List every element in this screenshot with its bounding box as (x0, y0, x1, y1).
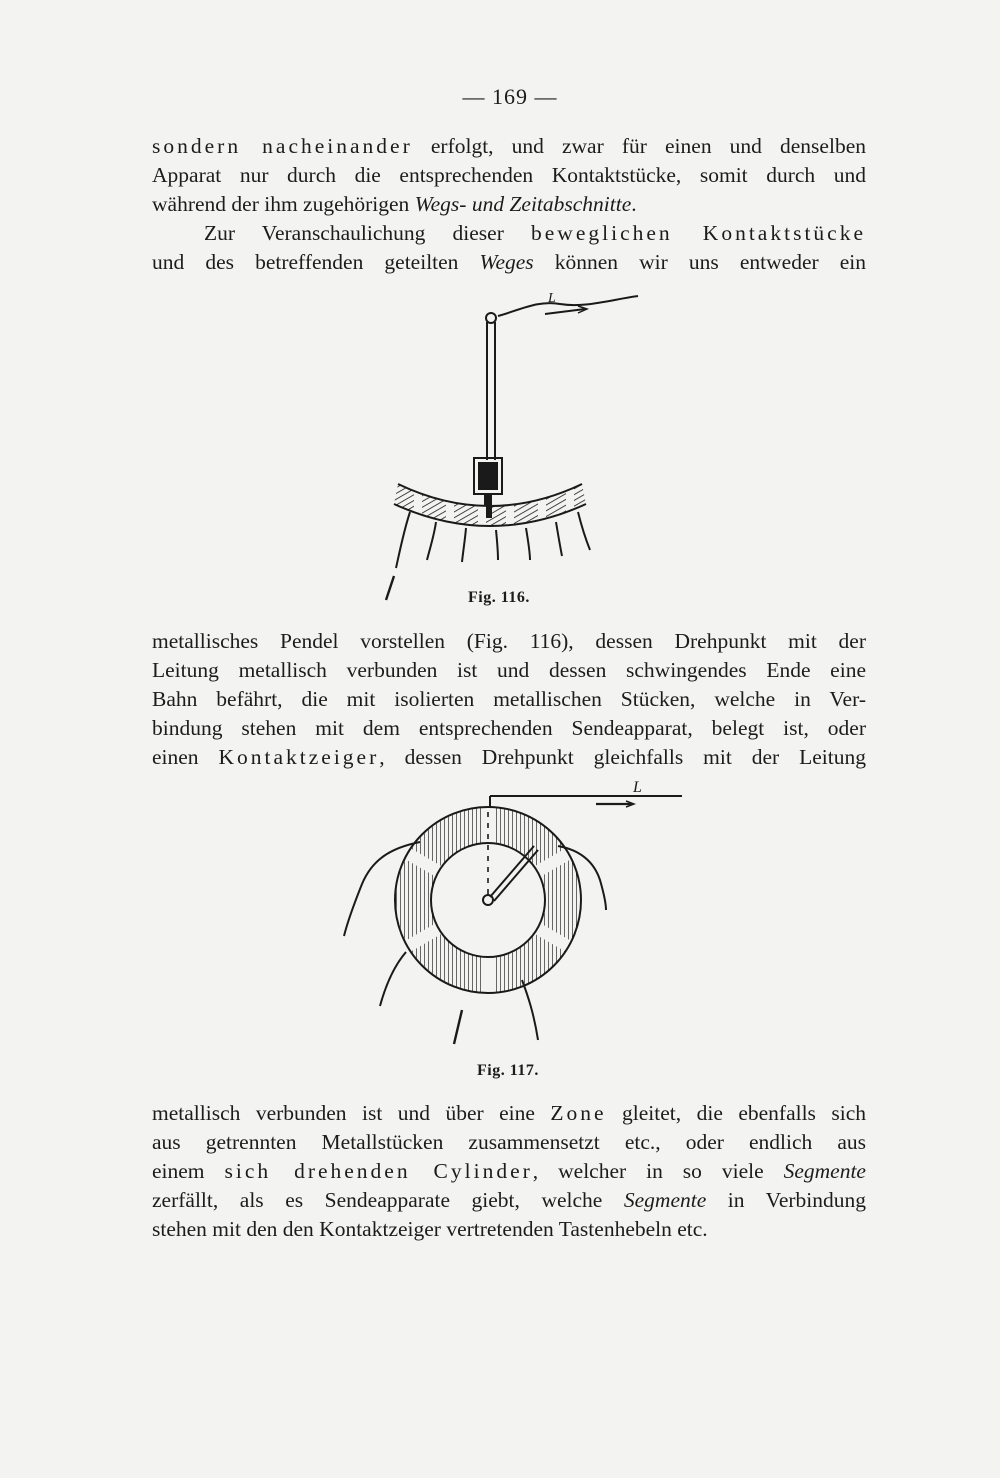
text-line (152, 1157, 866, 1186)
rotation-indicator (454, 1010, 462, 1044)
italic-text: Segmente (783, 1159, 866, 1183)
line-label-L: L (548, 291, 556, 306)
text-run: , dessen Drehpunkt gleichfalls mit der Leitung (379, 745, 866, 769)
text-run: Zur Veranschaulichung dieser (204, 221, 532, 245)
text-run: erfolgt, und zwar für einen und denselben (412, 134, 866, 158)
ring-segments (390, 800, 590, 1000)
line-label-L: L (633, 779, 642, 796)
page-number: — 169 — (462, 84, 558, 109)
italic-text: Segmente (623, 1188, 707, 1212)
text-line: bindung stehen mit dem entsprechenden Sendeapparat, belegt ist, oder (152, 716, 866, 740)
text-line: Apparat nur durch die entsprechenden Kontaktstücke, somit durch und (152, 163, 866, 187)
text-line: stehen mit den den Kontaktzeiger vertretenden Tastenhebeln etc. (152, 1217, 708, 1241)
italic-text: Weges (479, 250, 534, 274)
text-run: . (631, 192, 637, 216)
spaced-text: sondern nacheinander (152, 134, 413, 158)
text-line: aus getrennten Metallstücken zusammensetzt etc., oder endlich aus (152, 1130, 866, 1154)
text-line: Bahn befährt, die mit isolierten metallischen Stücken, welche in Ver- (152, 687, 866, 711)
text-run: einem (152, 1159, 225, 1183)
text-run: zerfällt, als es Sendeapparate giebt, welche (152, 1188, 624, 1212)
text-line: Leitung metallisch verbunden ist und dessen schwingendes Ende eine (152, 658, 866, 682)
text-line (152, 1099, 866, 1128)
text-run: einen (152, 745, 219, 769)
text-line: metallisches Pendel vorstellen (Fig. 116), dessen Drehpunkt mit der (152, 629, 866, 653)
spaced-text: Zone (550, 1101, 607, 1125)
spaced-text: Kontaktzeiger (218, 745, 380, 769)
text-run: gleitet, die ebenfalls sich (606, 1101, 867, 1125)
text-run: und des betreffenden geteilten (152, 250, 480, 274)
text-run: können wir uns entweder ein (533, 250, 866, 274)
paragraph-4 (152, 1099, 866, 1244)
italic-text: Wegs- und Zeitabschnitte (414, 192, 632, 216)
text-run: , welcher in so viele (532, 1159, 784, 1183)
text-run: metallisch verbunden ist und über eine (152, 1101, 551, 1125)
figure-117-caption: Fig. 117. (477, 1062, 539, 1079)
text-run: in Verbindung (706, 1188, 867, 1212)
figure-116-caption: Fig. 116. (468, 589, 530, 606)
spaced-text: sich drehenden Cylinder (224, 1159, 533, 1183)
text-line (152, 1186, 866, 1215)
text-run: während der ihm zugehörigen (152, 192, 415, 216)
spaced-text: beweglichen Kontaktstücke (531, 221, 866, 245)
